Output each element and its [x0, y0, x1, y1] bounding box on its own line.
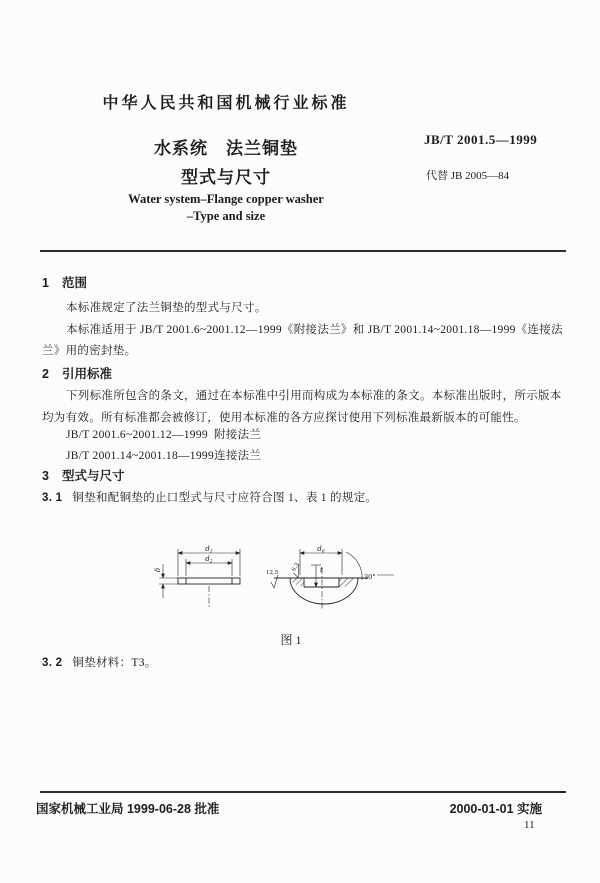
document-title-line2: 型式与尺寸: [181, 168, 271, 187]
label-d2: $d_2$: [205, 555, 213, 565]
clause-3-2-text: 铜垫材料：T3。: [72, 657, 157, 669]
section-1-paragraph-2-line-2: 兰》用的密封垫。: [42, 345, 137, 357]
hatch-right: [339, 578, 358, 587]
section-2-title: 引用标准: [62, 367, 113, 381]
header-rule: [40, 250, 566, 252]
label-roughness-6-3: 6.3: [291, 562, 301, 573]
section-1-title: 范围: [62, 276, 88, 290]
figure-1-technical-drawing: [150, 538, 400, 618]
english-title-line2: –Type and size: [186, 209, 266, 223]
clause-3-1: [42, 489, 377, 505]
section-1-number: 1: [42, 276, 49, 290]
page-number: 11: [524, 819, 535, 831]
label-delta: δ: [154, 567, 162, 573]
section-3-title: 型式与尺寸: [62, 469, 125, 483]
clause-3-2-number: 3. 2: [42, 657, 63, 669]
reference-1-code: JB/T 2001.6~2001.12—1999: [66, 429, 208, 441]
clause-3-1-number: 3. 1: [42, 492, 63, 504]
roughness-symbol-face: [271, 575, 278, 588]
implementation-line: 2000-01-01 实施: [449, 802, 542, 816]
label-d0: $d_0$: [317, 545, 325, 555]
figure-1-caption: 图 1: [280, 633, 302, 647]
document-title-line1: 水系统 法兰铜垫: [154, 139, 298, 158]
label-angle-30: 30°: [364, 573, 376, 581]
clause-3-1-text: 铜垫和配铜垫的止口型式与尺寸应符合图 1、表 1 的规定。: [72, 492, 378, 504]
label-t: t: [320, 566, 323, 574]
section-2-heading: [42, 364, 112, 382]
footer-rule: [40, 791, 566, 793]
label-roughness-12-5: 12.5: [266, 570, 279, 576]
section-2-number: 2: [42, 367, 49, 381]
washer-section-outline: [178, 578, 240, 584]
label-d1: $d_1$: [205, 545, 213, 555]
hatch-left: [290, 578, 304, 587]
section-2-paragraph-line-2: 均为有效。所有标准都会被修订，使用本标准的各方应探讨使用下列标准最新版本的可能性。: [42, 412, 526, 424]
replaces-note: 代替 JB 2005—84: [426, 170, 510, 182]
recess-dimension-lines: [271, 549, 394, 610]
standard-category-title: 中华人民共和国机械行业标准: [102, 95, 350, 112]
clause-3-2: [42, 654, 157, 670]
section-1-paragraph-1: 本标准规定了法兰铜垫的型式与尺寸。: [66, 302, 267, 314]
reference-item-2: [66, 447, 261, 463]
reference-item-1: [66, 426, 261, 442]
washer-dimension-lines: [159, 549, 240, 608]
reference-2-code: JB/T 2001.14~2001.18—1999: [66, 450, 215, 462]
section-3-heading: [42, 466, 125, 484]
section-3-number: 3: [42, 469, 49, 483]
section-1-heading: [42, 273, 87, 291]
section-1-paragraph-2-line-1: 本标准适用于 JB/T 2001.6~2001.12—1999《附接法兰》和 JB/T 2001.14~2001.18—1999《连接法: [66, 324, 563, 336]
reference-1-name: 附接法兰: [214, 429, 262, 441]
section-2-paragraph-line-1: 下列标准所包含的条文，通过在本标准中引用而构成为本标准的条文。本标准出版时，所示版本: [66, 390, 562, 402]
standard-number: JB/T 2001.5—1999: [424, 132, 538, 147]
english-title-line1: Water system–Flange copper washer: [128, 192, 324, 206]
approval-line: 国家机械工业局 1999-06-28 批准: [36, 802, 220, 816]
reference-2-name: 连接法兰: [214, 450, 262, 462]
